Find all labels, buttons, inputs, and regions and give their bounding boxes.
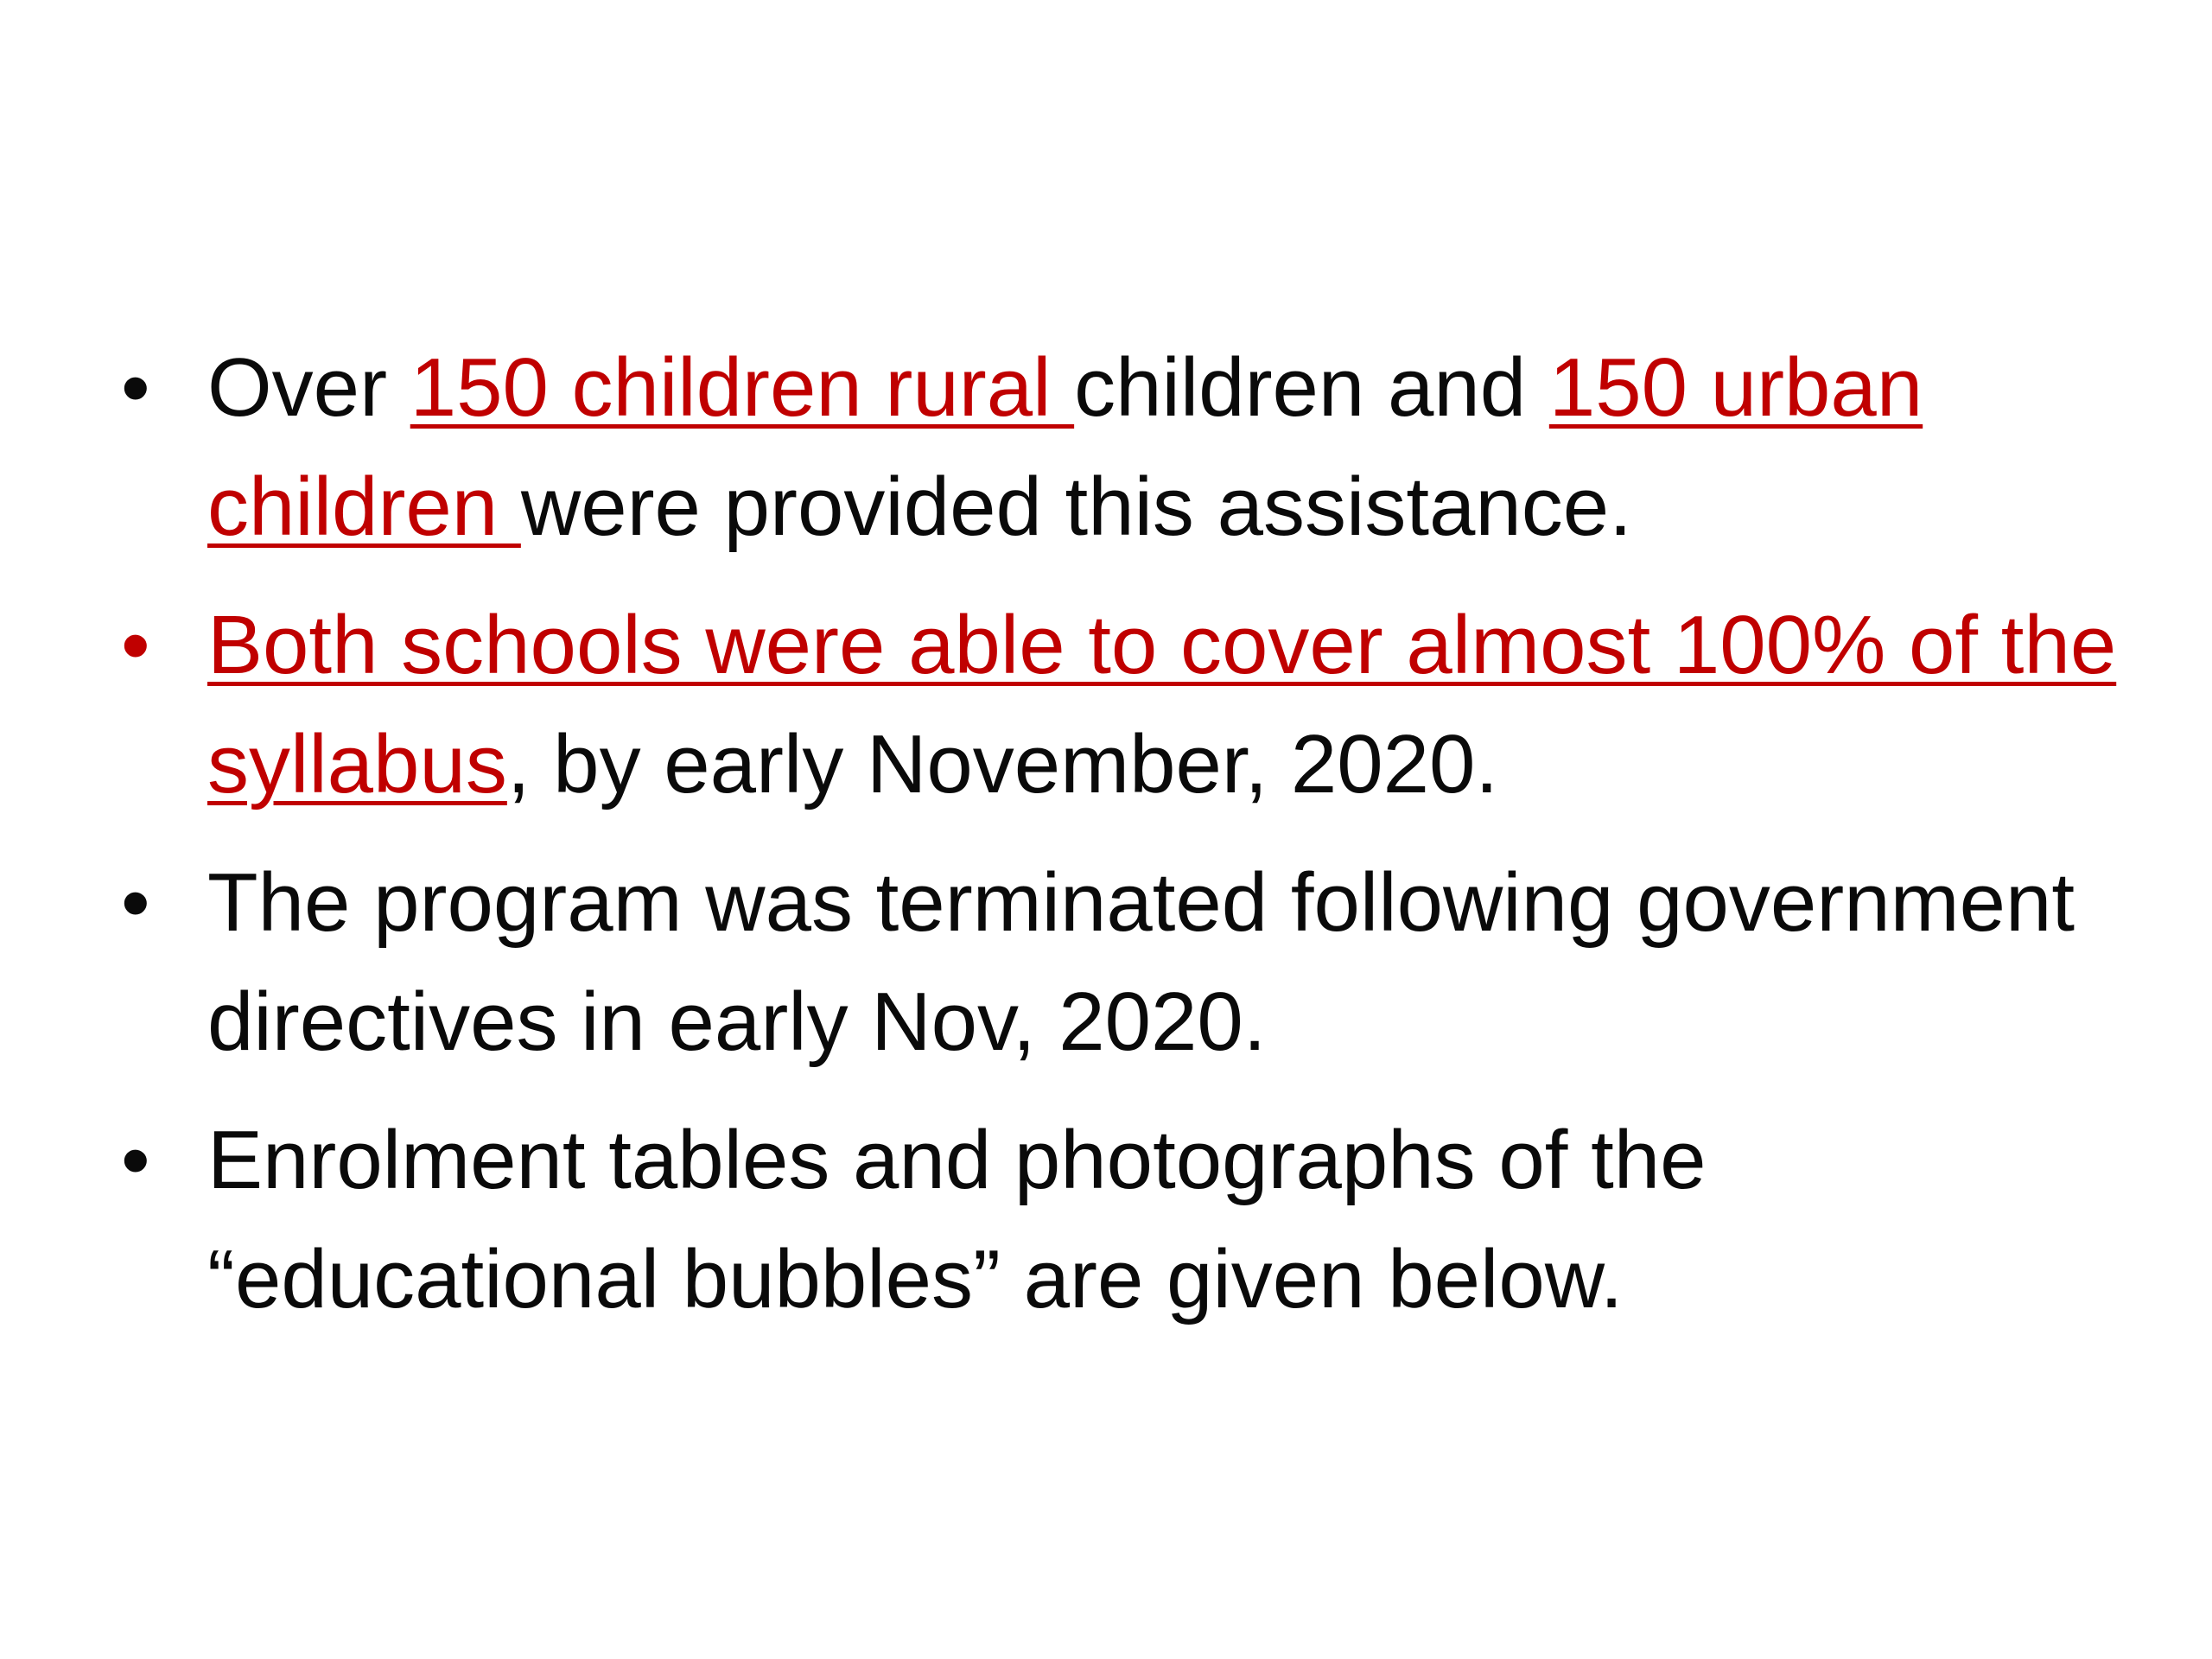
bullet-dot: •: [121, 1114, 150, 1206]
bullet-item-termination: [121, 843, 2134, 1082]
highlighted-text: 150 urban children: [207, 341, 1923, 553]
text-segment: The program was terminated following government directives in early Nov, 2020.: [207, 856, 2075, 1068]
highlighted-text: 150 children rural: [410, 341, 1075, 434]
text-segment: Over: [207, 341, 410, 434]
bullet-item-enrolment: [121, 1101, 2134, 1339]
text-segment: Enrolment tables and photographs of the “educational bubbles” are given below.: [207, 1114, 1707, 1325]
text-segment: were provided this assistance.: [520, 461, 1632, 553]
highlighted-text: Both schools were able to cover almost 100% of the syllabus: [207, 599, 2117, 810]
bullet-item-assistance: [121, 328, 2134, 567]
text-segment: , by early November, 2020.: [506, 718, 1499, 810]
bullet-dot: •: [121, 599, 150, 691]
bullet-item-syllabus: [121, 586, 2134, 824]
bullet-dot: •: [121, 856, 150, 949]
bullet-list: [121, 328, 2134, 1358]
text-segment: children and: [1074, 341, 1549, 434]
bullet-dot: •: [121, 341, 150, 434]
